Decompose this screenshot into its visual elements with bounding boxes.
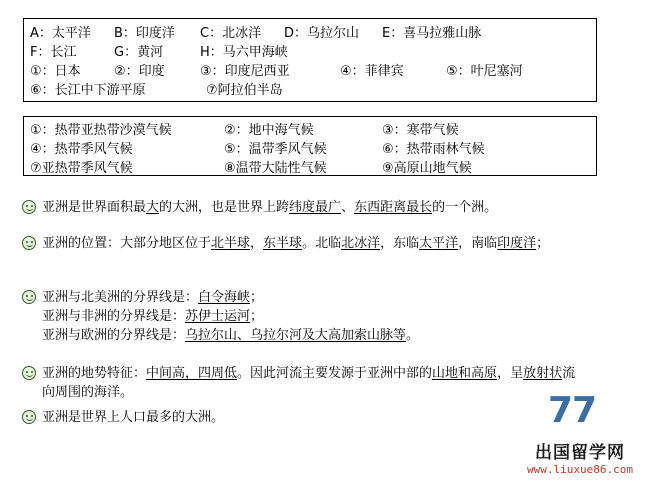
legend-item: ③：寒带气候 xyxy=(382,123,459,138)
legend-item: ④：菲律宾 xyxy=(340,64,404,79)
paragraph-text: 亚洲是世界上人口最多的大洲。 xyxy=(42,410,225,425)
legend-item: B：印度洋 xyxy=(114,26,175,41)
climate-legend-box xyxy=(23,116,597,176)
paragraph-area xyxy=(22,198,602,217)
paragraph-boundaries xyxy=(22,288,602,345)
paragraph-position xyxy=(22,234,602,253)
legend-item: ⑤：温带季风气候 xyxy=(224,142,327,157)
smiley-bullet-icon xyxy=(22,290,36,304)
legend-row xyxy=(30,24,590,43)
legend-item: D：乌拉尔山 xyxy=(284,26,360,41)
watermark-title: 出国留学网 xyxy=(535,443,625,463)
legend-item: ⑥：热带雨林气候 xyxy=(382,142,485,157)
page-number: 77 xyxy=(548,390,597,431)
paragraph-text: 亚洲的地势特征：中间高，四周低。因此河流主要发源于亚洲中部的山地和高原，呈放射状流向周围的海洋。 xyxy=(42,366,576,400)
smiley-bullet-icon xyxy=(22,200,36,214)
legend-row xyxy=(30,43,590,62)
paragraph-text: 亚洲与北美洲的分界线是：白令海峡； 亚洲与非洲的分界线是：苏伊士运河； 亚洲与欧洲的分界线是：乌拉尔山、乌拉尔河及大高加索山脉等。 xyxy=(42,290,420,343)
paragraph-text: 亚洲是世界面积最大的大洲，也是世界上跨纬度最广、东西距离最长的一个洲。 xyxy=(42,200,498,215)
map-legend-box xyxy=(23,18,597,102)
watermark-url: www.liuxue86.com xyxy=(527,463,633,476)
legend-row xyxy=(30,121,590,140)
paragraph-terrain xyxy=(22,364,602,402)
paragraph-text: 亚洲的位置：大部分地区位于北半球，东半球。北临北冰洋，东临太平洋，南临印度洋； xyxy=(42,236,550,251)
legend-item: ⑤：叶尼塞河 xyxy=(446,64,523,79)
legend-item: ②：地中海气候 xyxy=(224,123,314,138)
legend-row xyxy=(30,159,590,178)
smiley-bullet-icon xyxy=(22,366,36,380)
legend-item: ④：热带季风气候 xyxy=(30,142,133,157)
legend-item: A：太平洋 xyxy=(30,26,91,41)
legend-item: ③：印度尼西亚 xyxy=(200,64,290,79)
smiley-bullet-icon xyxy=(22,236,36,250)
smiley-bullet-icon xyxy=(22,410,36,424)
legend-item: G：黄河 xyxy=(114,45,164,60)
legend-item: F：长江 xyxy=(30,45,77,60)
legend-row xyxy=(30,81,590,100)
legend-row xyxy=(30,62,590,81)
legend-item: ①：日本 xyxy=(30,64,81,79)
legend-item: E：喜马拉雅山脉 xyxy=(382,26,482,41)
legend-item: ②：印度 xyxy=(114,64,165,79)
legend-item: ⑥：长江中下游平原 xyxy=(30,83,146,98)
legend-item: ⑧温带大陆性气候 xyxy=(224,161,327,176)
legend-item: H：马六甲海峡 xyxy=(200,45,288,60)
paragraph-population xyxy=(22,408,602,427)
legend-item: ①：热带亚热带沙漠气候 xyxy=(30,123,172,138)
legend-item: ⑦阿拉伯半岛 xyxy=(206,83,283,98)
watermark-logo xyxy=(510,438,650,476)
legend-item: ⑨高原山地气候 xyxy=(382,161,472,176)
legend-item: C：北冰洋 xyxy=(200,26,262,41)
legend-row xyxy=(30,140,590,159)
legend-item: ⑦亚热带季风气候 xyxy=(30,161,133,176)
